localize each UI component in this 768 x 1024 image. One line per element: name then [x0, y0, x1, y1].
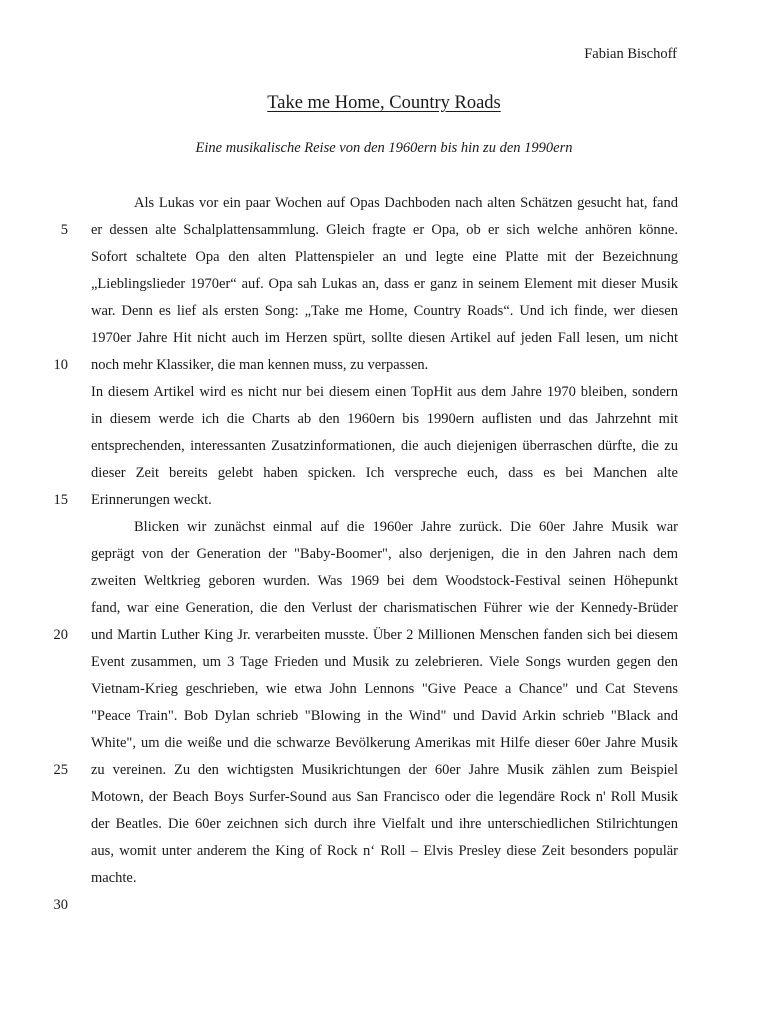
- text-line: entsprechenden, interessanten Zusatzinformationen, die auch diejenigen überraschen dürfte, die zu: [91, 438, 678, 454]
- text-line: dieser Zeit bereits gelebt haben spicken. Ich verspreche euch, dass es bei Manchen alte: [91, 465, 678, 481]
- text-line: 1970er Jahre Hit nicht auch im Herzen spürt, sollte diesen Artikel auf jeden Fall lesen, um nicht: [91, 330, 678, 346]
- line-number: 25: [53, 762, 68, 778]
- text-line: „Lieblingslieder 1970er“ auf. Opa sah Lukas an, dass er ganz in seinem Element mit dieser Musik: [91, 276, 678, 292]
- text-line: In diesem Artikel wird es nicht nur bei diesem einen TopHit aus dem Jahre 1970 bleiben, sondern: [91, 384, 678, 400]
- text-line: der Beatles. Die 60er zeichnen sich durch ihre Vielfalt und ihre unterschiedlichen Stilrichtungen: [91, 816, 678, 832]
- text-line: geprägt von der Generation der "Baby-Boomer", also derjenigen, die in den Jahren nach dem: [91, 546, 678, 562]
- text-line: zu vereinen. Zu den wichtigsten Musikrichtungen der 60er Jahre Musik zählen zum Beispiel: [91, 762, 678, 778]
- text-line: in diesem werde ich die Charts ab den 1960ern bis 1990ern auflisten und das Jahrzehnt mit: [91, 411, 678, 427]
- text-line: Vietnam-Krieg geschrieben, wie etwa John Lennons "Give Peace a Chance" und Cat Stevens: [91, 681, 678, 697]
- text-line: Als Lukas vor ein paar Wochen auf Opas Dachboden nach alten Schätzen gesucht hat, fand: [134, 195, 678, 211]
- text-line: machte.: [91, 870, 137, 886]
- text-line: fand, war eine Generation, die den Verlust der charismatischen Führer wie der Kennedy-Brüder: [91, 600, 678, 616]
- author-name: Fabian Bischoff: [584, 46, 677, 62]
- text-line: Motown, der Beach Boys Surfer-Sound aus San Francisco oder die legendäre Rock n' Roll Musik: [91, 789, 678, 805]
- text-line: Erinnerungen weckt.: [91, 492, 212, 508]
- text-line: aus, womit unter anderem the King of Rock n‘ Roll – Elvis Presley diese Zeit besonders populär: [91, 843, 678, 859]
- text-line: noch mehr Klassiker, die man kennen muss, zu verpassen.: [91, 357, 429, 373]
- text-line: war. Denn es lief als ersten Song: „Take me Home, Country Roads“. Und ich finde, wer diesen: [91, 303, 678, 319]
- text-line: zweiten Weltkrieg geboren wurden. Was 1969 bei dem Woodstock-Festival seinen Höhepunkt: [91, 573, 678, 589]
- article-title: Take me Home, Country Roads: [267, 93, 501, 113]
- article-subtitle: Eine musikalische Reise von den 1960ern bis hin zu den 1990ern: [195, 140, 573, 156]
- text-line: er dessen alte Schalplattensammlung. Gleich fragte er Opa, ob er sich welche anhören könne.: [91, 222, 678, 238]
- line-number: 10: [53, 357, 68, 373]
- line-number: 15: [53, 492, 68, 508]
- text-line: "Peace Train". Bob Dylan schrieb "Blowing in the Wind" und David Arkin schrieb "Black and: [91, 708, 678, 724]
- text-line: Blicken wir zunächst einmal auf die 1960er Jahre zurück. Die 60er Jahre Musik war: [134, 519, 678, 535]
- line-number: 30: [53, 897, 68, 913]
- text-line: Event zusammen, um 3 Tage Frieden und Musik zu zelebrieren. Viele Songs wurden gegen den: [91, 654, 678, 670]
- line-number: 20: [53, 627, 68, 643]
- text-line: Sofort schaltete Opa den alten Plattenspieler an und legte eine Platte mit der Bezeichnung: [91, 249, 678, 265]
- text-line: und Martin Luther King Jr. verarbeiten musste. Über 2 Millionen Menschen fanden sich bei diesem: [91, 627, 678, 643]
- text-line: White", um die weiße und die schwarze Bevölkerung Amerikas mit Hilfe dieser 60er Jahre Musik: [91, 735, 678, 751]
- line-number: 5: [60, 222, 68, 238]
